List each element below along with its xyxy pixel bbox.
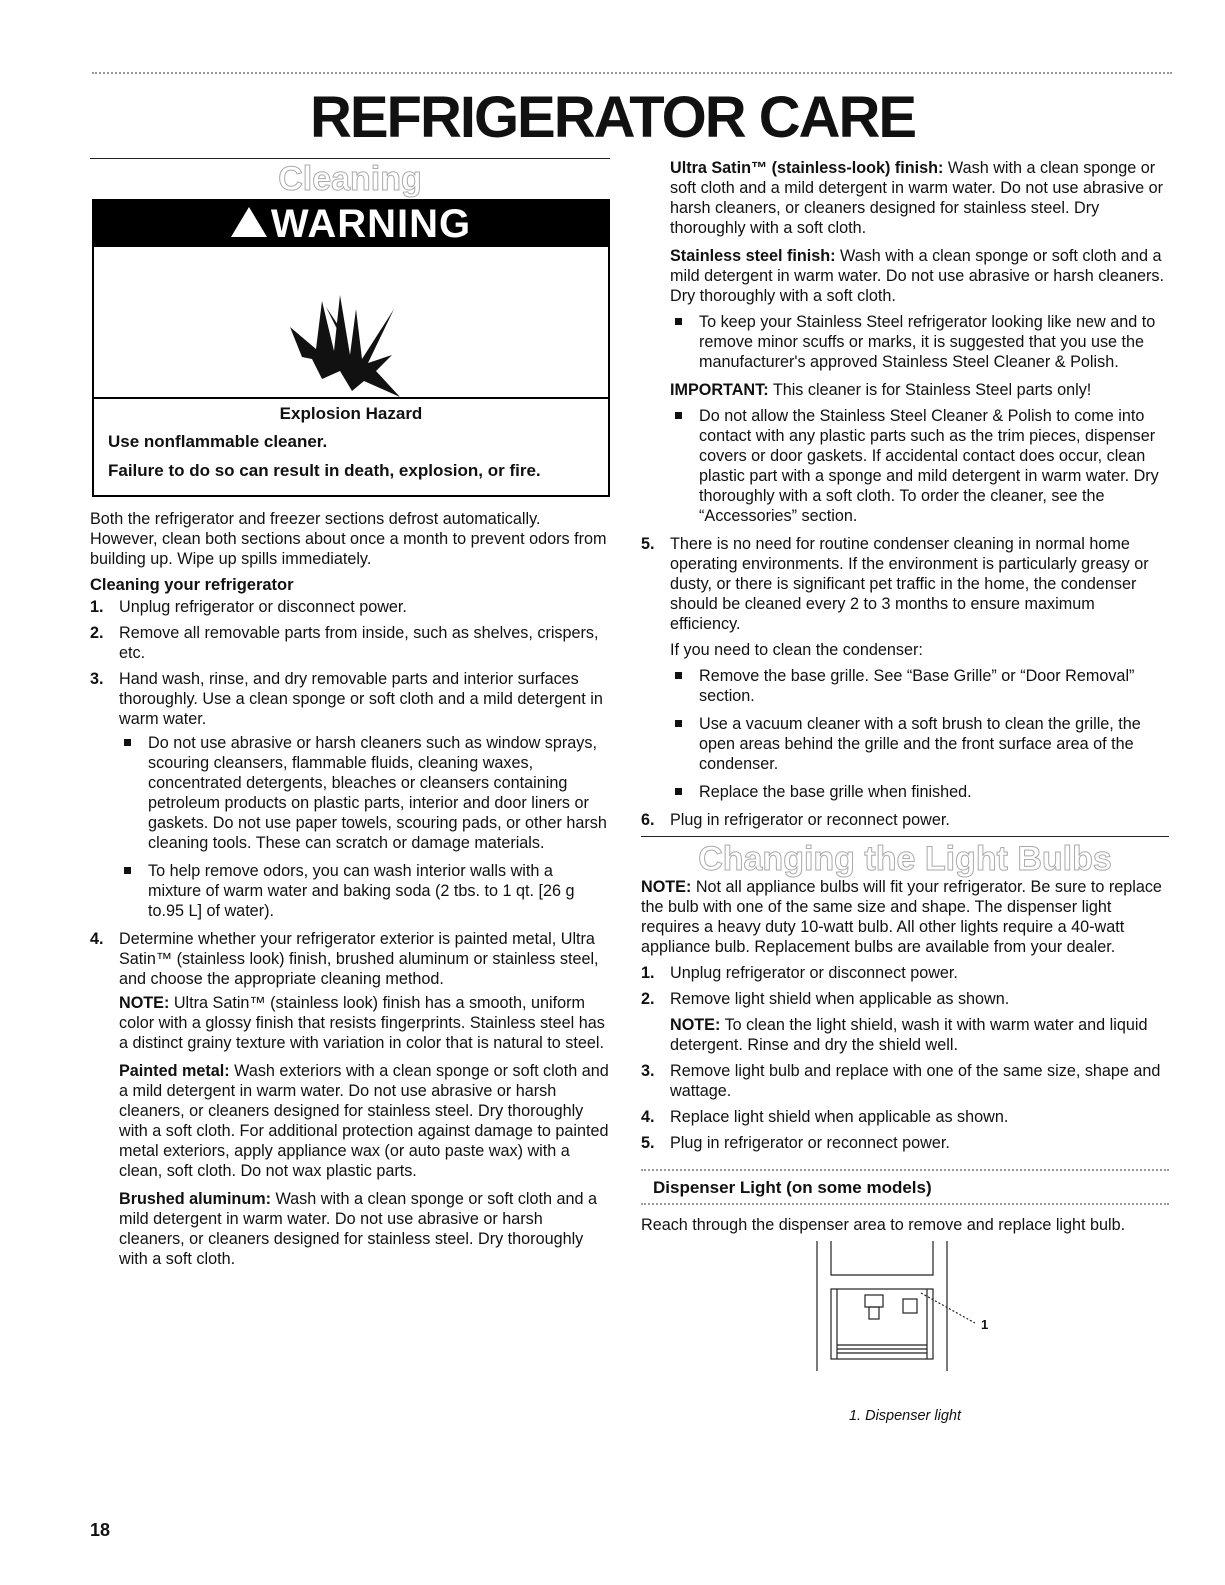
list-item: Use a vacuum cleaner with a soft brush to clean the grille, the open areas behind the grille and the front surface area of the condenser. xyxy=(670,714,1169,774)
brushed-aluminum-para: Brushed aluminum: Wash with a clean sponge or soft cloth and a mild detergent in warm water. Do not use abrasive or harsh cleaners, or cleaners designed for stainless steel. Dry thoroughly with a soft cloth. xyxy=(119,1190,598,1268)
list-item: 6. Plug in refrigerator or reconnect power. xyxy=(641,811,950,829)
bulb-steps xyxy=(641,963,1169,1153)
list-item: To help remove odors, you can wash interior walls with a mixture of warm water and baking soda (2 tbs. to 1 qt. [26 g to.95 L] of water). xyxy=(119,861,610,921)
bullet-icon xyxy=(675,788,682,795)
list-item: Do not use abrasive or harsh cleaners such as window sprays, scouring cleansers, flammable fluids, cleaning waxes, concentrated detergents, bleaches or cleansers containing petroleum products on plastic parts, interior and door liners or gaskets. Do not use paper towels, scouring pads, or other harsh cleaning tools. These can scratch or damage materials. xyxy=(119,733,610,853)
list-item: Remove the base grille. See “Base Grille” or “Door Removal” section. xyxy=(670,666,1169,706)
list-item: 3. Remove light bulb and replace with one of the same size, shape and wattage. xyxy=(641,1062,1161,1100)
bulbs-note: NOTE: Not all appliance bulbs will fit your refrigerator. Be sure to replace the bulb with one of the same size and shape. The dispenser light requires a heavy duty 10-watt bulb. All other lights require a 40-watt appliance bulb. Replacement bulbs are available from your dealer. xyxy=(641,878,1162,956)
step2-note: NOTE: To clean the light shield, wash it with warm water and liquid detergent. Rinse and dry the shield well. xyxy=(670,1016,1148,1054)
important-para: IMPORTANT: This cleaner is for Stainless Steel parts only! xyxy=(670,381,1092,399)
ultra-satin-para: Ultra Satin™ (stainless-look) finish: Wash with a clean sponge or soft cloth and a mild detergent in warm water. Do not use abrasive or harsh cleaners, or cleaners designed for stainless steel. Dry thoroughly with a soft cloth. xyxy=(670,159,1164,237)
figure-caption: 1. Dispenser light xyxy=(848,1408,962,1424)
painted-metal-para: Painted metal: Wash exteriors with a clean sponge or soft cloth and a mild detergent in warm water. Do not use abrasive or harsh cleaners, or cleaners designed for stainless steel. Dry thoroughly with a soft cloth. For additional protection against damage to painted metal exteriors, apply appliance wax (or auto paste wax) with a clean, soft cloth. Do not wax plastic parts. xyxy=(119,1062,609,1180)
bullet-icon xyxy=(124,867,131,874)
bullet-icon xyxy=(675,318,682,325)
important-bullets xyxy=(670,406,1169,526)
dispenser-light-heading: Dispenser Light (on some models) xyxy=(641,1169,1169,1205)
step4-note: NOTE: Ultra Satin™ (stainless look) finish has a smooth, uniform color with a glossy finish that resists fingerprints. Stainless steel has a distinct grainy texture with variation in color that is natural to steel. xyxy=(119,994,605,1052)
explosion-icon xyxy=(94,247,608,399)
bullet-icon xyxy=(675,412,682,419)
list-item: 1. Unplug refrigerator or disconnect power. xyxy=(641,964,958,982)
page-title: REFRIGERATOR CARE xyxy=(309,85,916,150)
list-item: Do not allow the Stainless Steel Cleaner & Polish to come into contact with any plastic parts such as the trim pieces, dispenser covers or door gaskets. If accidental contact does occur, clean plastic part with a sponge and mild detergent in warm water. Dry thoroughly with a soft cloth. To order the cleaner, see the “Accessories” section. xyxy=(670,406,1169,526)
callout-number: 1 xyxy=(981,1317,989,1332)
cleaning-intro: Both the refrigerator and freezer sections defrost automatically. However, clean both sections about once a month to prevent odors from building up. Wipe up spills immediately. xyxy=(90,510,607,568)
warning-header xyxy=(94,201,608,247)
right-column xyxy=(641,158,1169,1426)
bullet-icon xyxy=(124,739,131,746)
list-item: To keep your Stainless Steel refrigerator looking like new and to remove minor scuffs or marks, it is suggested that you use the manufacturer's approved Stainless Steel Cleaner & Polish. xyxy=(670,312,1169,372)
top-dotted-rule xyxy=(92,72,1172,74)
list-item: Replace the base grille when finished. xyxy=(670,782,1169,802)
section-rule xyxy=(641,836,1169,837)
stainless-para: Stainless steel finish: Wash with a clean sponge or soft cloth and a mild detergent in warm water. Do not use abrasive or harsh cleaners. Dry thoroughly with a soft cloth. xyxy=(670,247,1164,305)
dispenser-diagram xyxy=(641,1241,1169,1406)
left-column xyxy=(90,158,610,1275)
page-number: 18 xyxy=(90,1520,111,1540)
list-item: 2. Remove light shield when applicable as shown. NOTE: To clean the light shield, wash it with warm water and liquid detergent. Rinse and dry the shield well. xyxy=(641,989,1169,1055)
warning-line-1: Use nonflammable cleaner. xyxy=(108,432,328,451)
bulbs-section-title: Changing the Light Bulbs xyxy=(698,840,1112,878)
list-item: 4. Replace light shield when applicable as shown. xyxy=(641,1108,1009,1126)
hazard-title: Explosion Hazard xyxy=(279,404,423,423)
warning-box xyxy=(92,199,610,497)
warning-label: WARNING xyxy=(270,202,472,246)
cleaning-steps xyxy=(90,597,610,1269)
dispenser-text: Reach through the dispenser area to remove and replace light bulb. xyxy=(641,1216,1126,1234)
list-item: 5. There is no need for routine condenser cleaning in normal home operating environments. If the environment is particularly greasy or dusty, or there is significant pet traffic in the home, the condenser should be cleaned every 2 to 3 months to ensure maximum efficiency. If you need to clean the condenser: Remove the base grille. See “Base Grille” or “Door Removal” section. Use a vacuum cleaner with a soft brush to clean the grille, the open areas behind the grille and the front surface area of the condenser. Replace the base grille when finished. xyxy=(641,534,1169,802)
dispenser-light-figure xyxy=(641,1241,1169,1406)
bullet-icon xyxy=(675,672,682,679)
list-item: 5. Plug in refrigerator or reconnect power. xyxy=(641,1134,950,1152)
step5-if: If you need to clean the condenser: xyxy=(670,641,923,659)
cleaning-steps-continued xyxy=(641,534,1169,830)
warning-triangle-icon xyxy=(231,207,267,237)
step4-continued xyxy=(641,158,1169,526)
bullet-icon xyxy=(675,720,682,727)
explosion-graphic xyxy=(94,247,608,397)
list-item: 3. Hand wash, rinse, and dry removable parts and interior surfaces thoroughly. Use a clean sponge or soft cloth and a mild detergent in warm water. Do not use abrasive or harsh cleaners such as window sprays, scouring cleansers, flammable fluids, cleaning waxes, concentrated detergents, bleaches or cleansers containing petroleum products on plastic parts, interior and door liners or gaskets. Do not use paper towels, scouring pads, or other harsh cleaning tools. These can scratch or damage materials. To help remove odors, you can wash interior walls with a mixture of warm water and baking soda (2 tbs. to 1 qt. [26 g to.95 L] of water). xyxy=(90,669,610,921)
warning-text xyxy=(94,399,608,495)
step5-bullets xyxy=(670,666,1169,802)
list-item: 2. Remove all removable parts from inside, such as shelves, crispers, etc. xyxy=(90,624,599,662)
list-item: 1. Unplug refrigerator or disconnect power. xyxy=(90,598,407,616)
list-item: 4. Determine whether your refrigerator exterior is painted metal, Ultra Satin™ (stainless look) finish, brushed aluminum or stainless steel, and choose the appropriate cleaning method. NOTE: Ultra Satin™ (stainless look) finish has a smooth, uniform color with a glossy finish that resists fingerprints. Stainless steel has a distinct grainy texture with variation in color that is natural to steel. Painted metal: Wash exteriors with a clean sponge or soft cloth and a mild detergent in warm water. Do not use abrasive or harsh cleaners, or cleaners designed for stainless steel. Dry thoroughly with a soft cloth. For additional protection against damage to painted metal exteriors, apply appliance wax (or auto paste wax) with a clean, soft cloth. Do not wax plastic parts. Brushed aluminum: Wash with a clean sponge or soft cloth and a mild detergent in warm water. Do not use abrasive or harsh cleaners, or cleaners designed for stainless steel. Dry thoroughly with a soft cloth. xyxy=(90,930,609,1268)
section-rule xyxy=(90,158,610,159)
cleaning-section-title: Cleaning xyxy=(278,160,422,198)
cleaning-subhead: Cleaning your refrigerator xyxy=(90,576,294,594)
step3-bullets xyxy=(119,733,610,921)
warning-line-2: Failure to do so can result in death, explosion, or fire. xyxy=(108,461,541,480)
stainless-bullets xyxy=(670,312,1169,372)
